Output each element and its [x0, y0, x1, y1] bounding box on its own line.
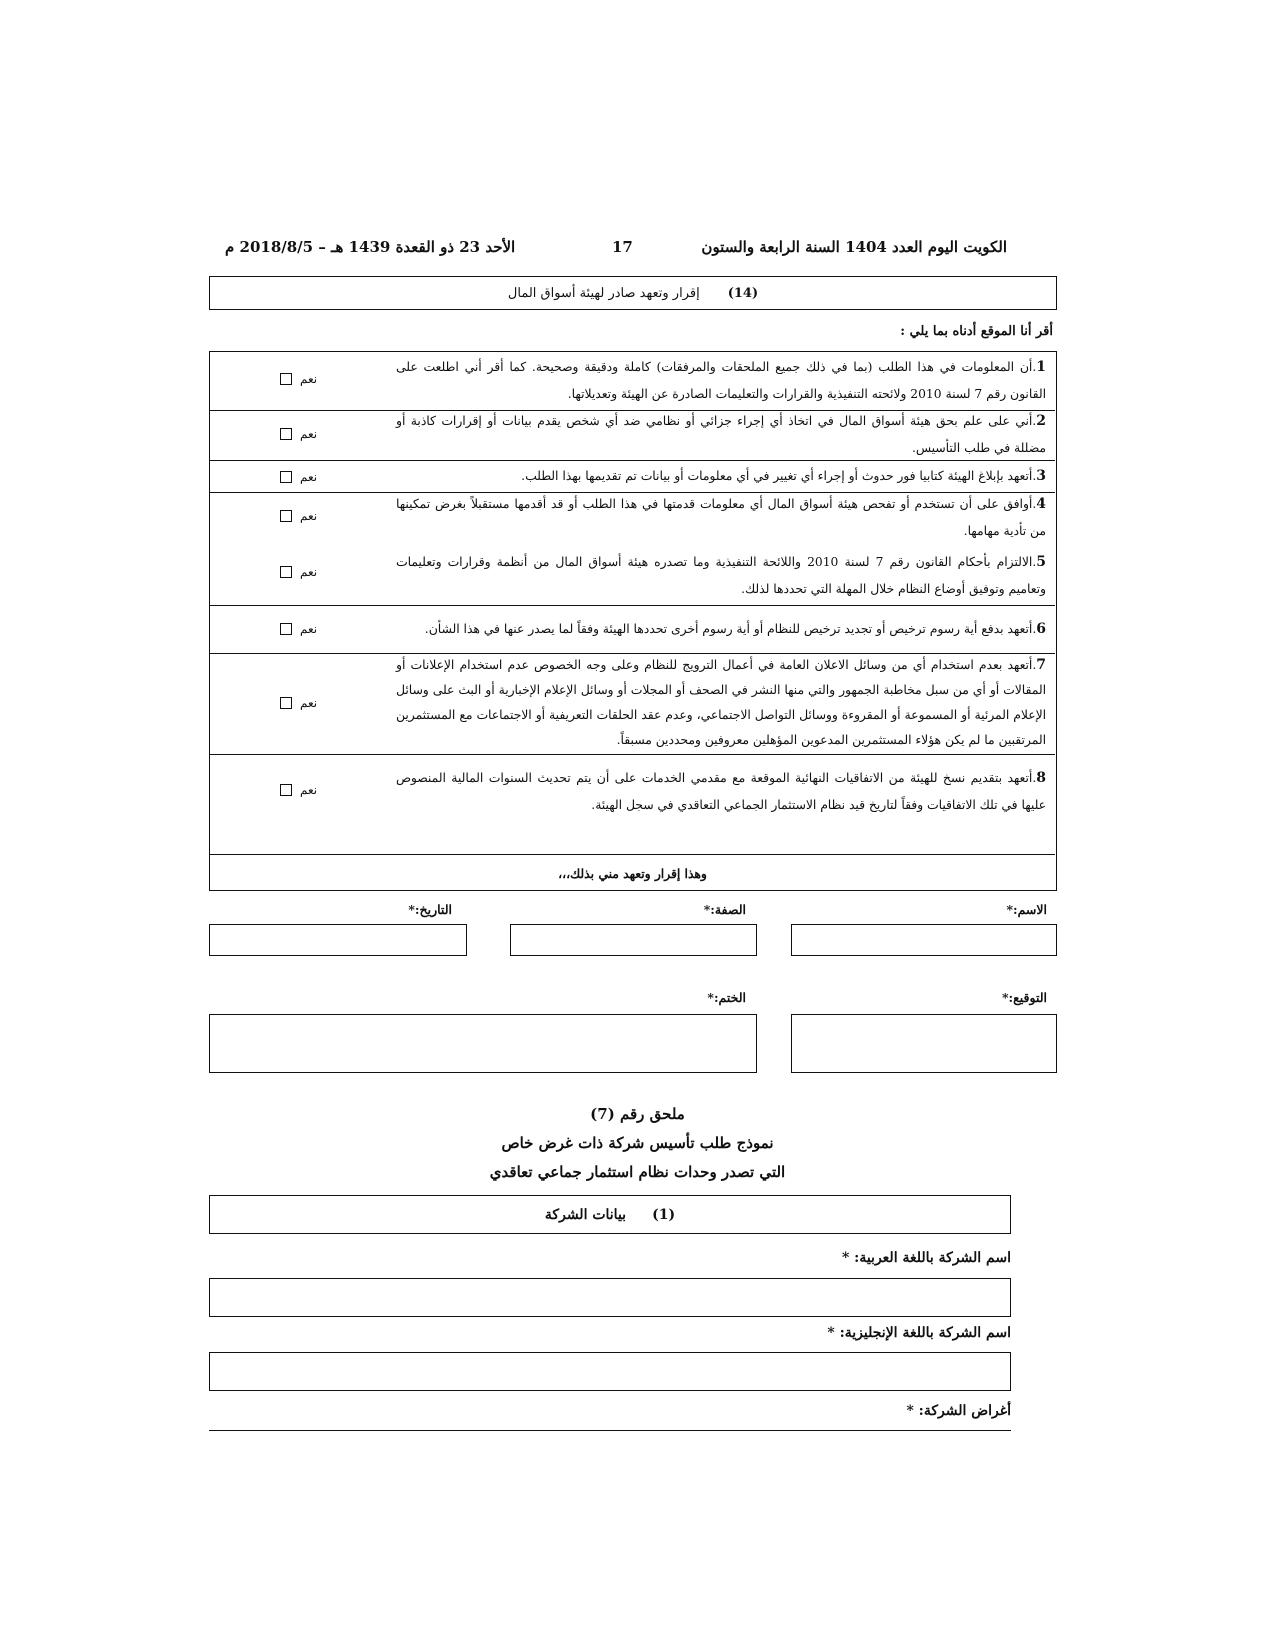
- checkbox-icon[interactable]: [280, 697, 292, 709]
- declaration-row-3: [210, 460, 1055, 493]
- declaration-item-text: 4.أوافق على أن تستخدم أو تفحص هيئة أسواق المال أي معلومات قدمتها في هذا الطلب أو قد أقدمها مستقبلاً بغرض تمكينها من تأدية مهامها.: [396, 496, 1046, 538]
- declaration-row-4-5: [210, 492, 1055, 606]
- declaration-item-text: 1.أن المعلومات في هذا الطلب (بما في ذلك جميع الملحقات والمرفقات) كاملة ودقيقة وصحيحة. كما أقر أني اطلعت على القانون رقم 7 لسنة 2010 ولائحته التنفيذية والقرارات والتعليمات الصادرة عن الهيئة وتعديلاتها.: [396, 359, 1046, 401]
- declaration-item-text: 5.الالتزام بأحكام القانون رقم 7 لسنة 2010 واللائحة التنفيذية وما تصدره هيئة أسواق المال من أنظمة وقرارات وتعليمات وتعاميم وتوفيق أوضاع النظام خلال المهلة التي تحددها لذلك.: [396, 554, 1046, 596]
- stamp-label: الختم:*: [707, 990, 746, 1005]
- header-gazette: الكويت اليوم العدد 1404 السنة الرابعة والستون: [701, 238, 1007, 256]
- declaration-closing: وهذا إقرار وتعهد مني بذلك،،،: [210, 854, 1055, 891]
- appendix-subtitle-2: التي تصدر وحدات نظام استثمار جماعي تعاقدي: [489, 1163, 786, 1181]
- capacity-label: الصفة:*: [703, 902, 746, 917]
- signature-label: التوقيع:*: [1001, 990, 1047, 1005]
- section-title: بيانات الشركة: [544, 1206, 627, 1223]
- checkbox-icon[interactable]: [280, 373, 292, 385]
- section-number: (1): [652, 1206, 676, 1223]
- section-title-box: [209, 1195, 1011, 1234]
- name-field[interactable]: [791, 924, 1057, 956]
- declaration-row-8: [210, 754, 1055, 855]
- declaration-row-2: [210, 410, 1055, 461]
- date-field[interactable]: [209, 924, 467, 956]
- declaration-item-text: 8.أتعهد بتقديم نسخ للهيئة من الاتفاقيات النهائية الموقعة مع مقدمي الخدمات على أن يتم تحديث السنوات المالية المنصوص عليها في تلك الاتفاقيات وفقاً لتاريخ قيد نظام الاستثمار الجماعي التعاقدي في سجل الهيئة.: [396, 770, 1046, 812]
- appendix-subtitle-1: نموذج طلب تأسيس شركة ذات غرض خاص: [501, 1134, 774, 1152]
- company-english-name-field[interactable]: [209, 1352, 1011, 1391]
- declaration-item-text: 2.أني على علم بحق هيئة أسواق المال في اتخاذ أي إجراء جزائي أو نظامي ضد أي شخص يقدم بيانات أو إقرارات كاذبة أو مضللة في طلب التأسيس.: [396, 413, 1046, 455]
- declarations-table: [209, 351, 1057, 891]
- checkbox-icon[interactable]: [280, 784, 292, 796]
- yes-checkbox-5[interactable]: نعم: [280, 565, 317, 579]
- declaration-row-6: [210, 605, 1055, 654]
- yes-checkbox-6[interactable]: نعم: [280, 622, 317, 636]
- page-number: 17: [612, 238, 633, 256]
- header-date: الأحد 23 ذو القعدة 1439 هـ – 2018/8/5 م: [225, 238, 516, 256]
- capacity-field[interactable]: [510, 924, 757, 956]
- company-purposes-label: أغراض الشركة: *: [906, 1403, 1011, 1419]
- declaration-number: (14): [727, 285, 759, 301]
- yes-checkbox-4[interactable]: نعم: [280, 509, 317, 523]
- date-label: التاريخ:*: [408, 902, 452, 917]
- signature-field[interactable]: [791, 1014, 1057, 1073]
- checkbox-icon[interactable]: [280, 428, 292, 440]
- declaration-row-1: [210, 352, 1055, 410]
- checkbox-icon[interactable]: [280, 510, 292, 522]
- checkbox-icon[interactable]: [280, 623, 292, 635]
- yes-checkbox-7[interactable]: نعم: [280, 696, 317, 710]
- purposes-divider: [209, 1430, 1011, 1431]
- yes-checkbox-2[interactable]: نعم: [280, 427, 317, 441]
- company-english-name-label: اسم الشركة باللغة الإنجليزية: *: [827, 1325, 1011, 1341]
- declaration-item-text: 6.أتعهد بدفع أية رسوم ترخيص أو تجديد ترخيص للنظام أو أية رسوم أخرى تحددها الهيئة وفقاً لما يصدر عنها في هذا الشأن.: [424, 621, 1046, 637]
- name-label: الاسم:*: [1006, 902, 1047, 917]
- yes-checkbox-8[interactable]: نعم: [280, 783, 317, 797]
- declaration-item-text: 3.أتعهد بإبلاغ الهيئة كتابيا فور حدوث أو إجراء أي تغيير في أي معلومات أو بيانات تم تقديمها بهذا الطلب.: [521, 468, 1046, 484]
- declaration-row-7: [210, 653, 1055, 755]
- company-arabic-name-label: اسم الشركة باللغة العربية: *: [841, 1250, 1011, 1266]
- checkbox-icon[interactable]: [280, 566, 292, 578]
- company-arabic-name-field[interactable]: [209, 1278, 1011, 1317]
- declaration-title: إقرار وتعهد صادر لهيئة أسواق المال: [507, 285, 700, 301]
- appendix-heading: ملحق رقم (7): [590, 1105, 685, 1123]
- declaration-intro: أقر أنا الموقع أدناه بما يلي :: [900, 324, 1053, 339]
- yes-checkbox-3[interactable]: نعم: [280, 470, 317, 484]
- declaration-item-text: 7.أتعهد بعدم استخدام أي من وسائل الاعلان العامة في أعمال الترويج للنظام وعلى وجه الخصوص عدم استخدام الإعلانات أو المقالات أو أي من سبل مخاطبة الجمهور والتي منها النشر في الصحف أو المجلات أو وسائل الإعلام الإخبارية أو البث على وسائل الإعلام المرئية أو المسموعة أو المقروءة ووسائل التواصل الاجتماعي، وعدم عقد الحلقات التعريفية أو الاجتماعات مع المستثمرين المرتقبين ما لم يكن هؤلاء المستثمرين المدعوين المؤهلين معروفين ومحددين مسبقاً.: [396, 657, 1046, 747]
- stamp-field[interactable]: [209, 1014, 757, 1073]
- checkbox-icon[interactable]: [280, 471, 292, 483]
- declaration-title-box: [209, 276, 1057, 310]
- yes-checkbox-1[interactable]: نعم: [280, 372, 317, 386]
